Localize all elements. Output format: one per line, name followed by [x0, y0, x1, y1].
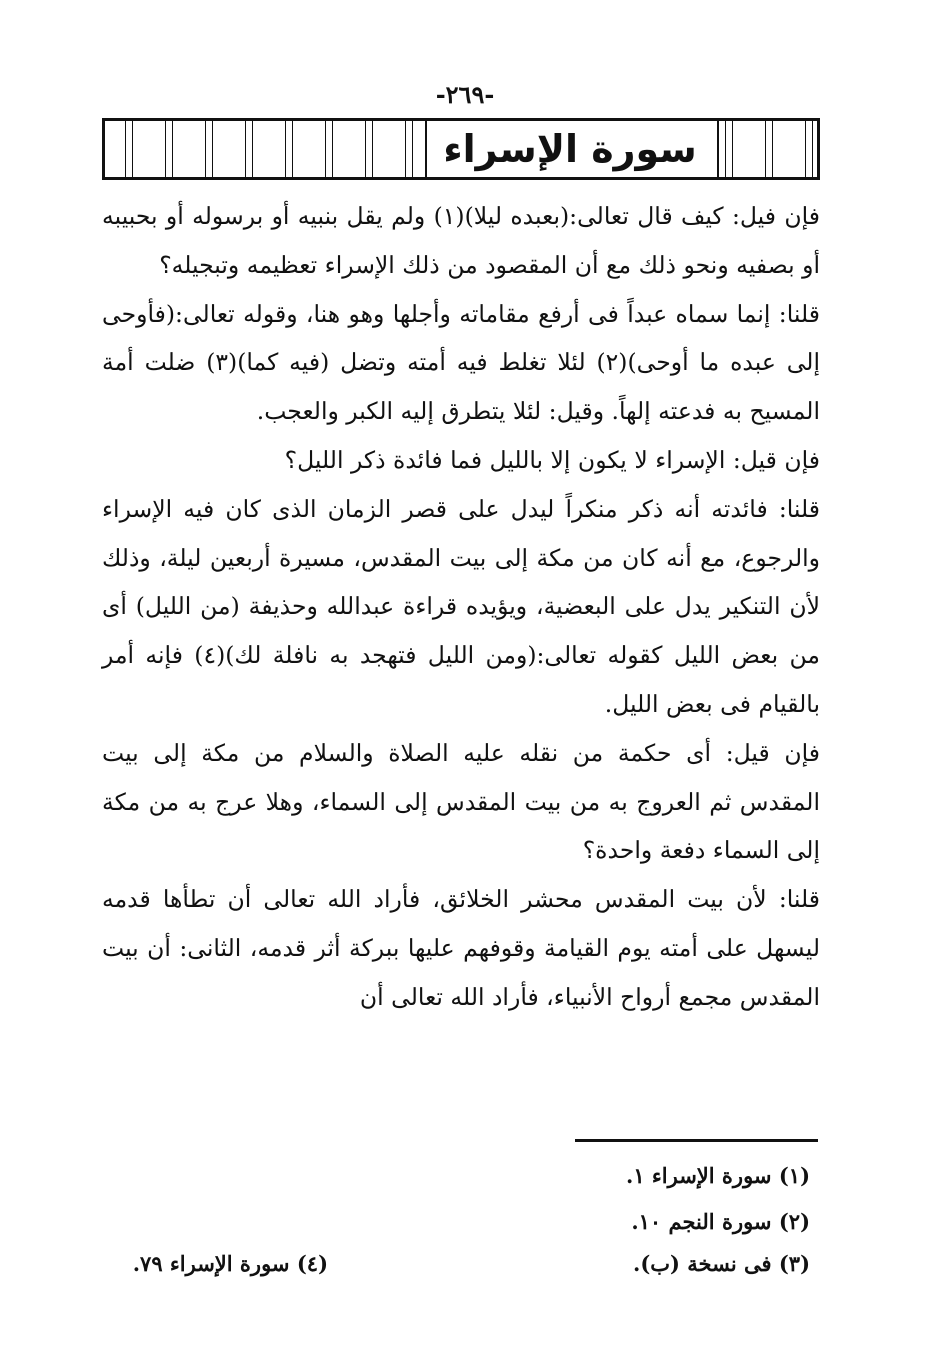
paragraph: قلنا: فائدته أنه ذكر منكراً ليدل على قصر الزمان الذى كان فيه الإسراء والرجوع، مع أنه كان من مكة إلى بيت المقدس، مسيرة أربعين ليلة، وذلك لأن التنكير يدل على البعضية، ويؤيده قراءة عبدالله وحذيفة (من الليل) أى من بعض الليل كقوله تعالى:(ومن الليل فتهجد به نافلة لك)(٤) فإنه أمر بالقيام فى بعض الليل.	[102, 494, 820, 718]
footnote-separator	[575, 1139, 818, 1142]
page-number: -٢٦٩-	[435, 80, 495, 109]
paragraph: قلنا: لأن بيت المقدس محشر الخلائق، فأراد الله تعالى أن تطأها قدمه ليسهل على أمته يوم القيامة وقوفهم عليها ببركة أثر قدمه، الثانى: أن بيت المقدس مجمع أرواح الأنبياء، فأراد الله تعالى أن	[102, 885, 820, 1011]
surah-title-banner	[102, 118, 820, 180]
main-text	[102, 192, 820, 1022]
footnote: (٣) فى نسخة (ب).	[633, 1251, 810, 1276]
footnote: (٢) سورة النجم ١٠.	[631, 1209, 810, 1234]
footnote: (١) سورة الإسراء ١.	[626, 1163, 810, 1188]
surah-title: سورة الإسراء	[443, 127, 697, 171]
footnote: (٤) سورة الإسراء ٧٩.	[132, 1251, 328, 1276]
paragraph: قلنا: إنما سماه عبداً فى أرفع مقاماته وأجلها وهو هنا، وقوله تعالى:(فأوحى إلى عبده ما أوحى)(٢) لئلا تغلط فيه أمته وتضل (فيه كما)(٣) ضلت أمة المسيح به فدعته إلهاً. وقيل: لئلا يتطرق إليه الكبر والعجب.	[102, 299, 820, 426]
paragraph: فإن قيل: الإسراء لا يكون إلا بالليل فما فائدة ذكر الليل؟	[284, 445, 820, 474]
paragraph: فإن فيل: كيف قال تعالى:(بعبده ليلا)(١) ولم يقل بنبيه أو برسوله أو بحبيبه أو بصفيه ونحو ذلك مع أن المقصود من ذلك الإسراء تعظيمه وتبجيله؟	[102, 202, 820, 279]
paragraph: فإن قيل: أى حكمة من نقله عليه الصلاة والسلام من مكة إلى بيت المقدس ثم العروج به من بيت المقدس إلى السماء، وهلا عرج به من مكة إلى السماء دفعة واحدة؟	[102, 738, 820, 865]
